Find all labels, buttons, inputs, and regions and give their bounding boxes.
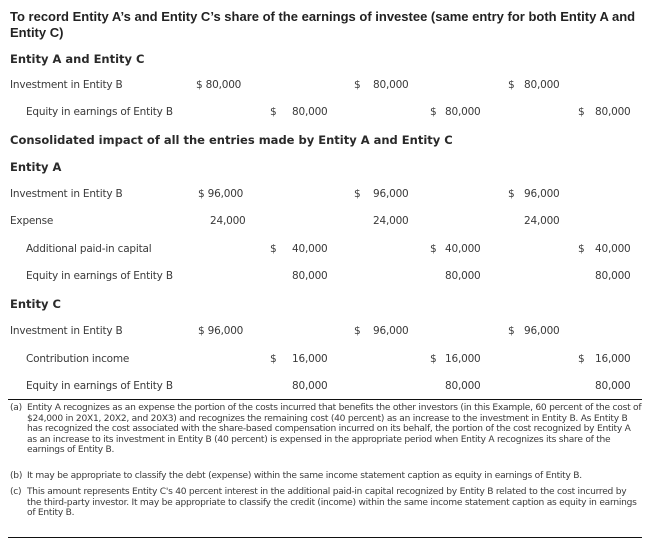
credit-amount: 80,000	[445, 270, 481, 282]
footnote-a	[10, 403, 642, 456]
debit-amount: 24,000	[524, 215, 560, 227]
footnote-marker: (b)	[10, 471, 23, 481]
currency-symbol: $	[270, 243, 277, 255]
divider	[8, 537, 642, 538]
divider	[8, 399, 642, 400]
row-label: Expense	[10, 215, 54, 227]
currency-symbol: $	[578, 243, 585, 255]
currency-symbol: $	[508, 79, 515, 91]
credit-amount: 40,000	[595, 243, 631, 255]
row-label: Additional paid-in capital	[26, 243, 152, 255]
debit-amount: 80,000	[524, 79, 560, 91]
row-label: Equity in earnings of Entity B	[26, 106, 173, 118]
credit-amount: 80,000	[445, 106, 481, 118]
credit-amount: 80,000	[595, 270, 631, 282]
debit-amount: 24,000	[373, 215, 409, 227]
debit-amount: $ 96,000	[198, 188, 244, 200]
debit-amount: 96,000	[373, 325, 409, 337]
footnote-b	[10, 471, 642, 482]
section-heading-entity-c: Entity C	[10, 297, 61, 311]
currency-symbol: $	[354, 325, 361, 337]
footnote-marker: (c)	[10, 487, 22, 497]
row-label: Investment in Entity B	[10, 325, 123, 337]
credit-amount: 16,000	[445, 353, 481, 365]
footnote-marker: (a)	[10, 403, 22, 413]
currency-symbol: $	[430, 106, 437, 118]
row-label: Equity in earnings of Entity B	[26, 380, 173, 392]
consolidated-heading: Consolidated impact of all the entries made by Entity A and Entity C	[10, 133, 453, 147]
credit-amount: 80,000	[595, 380, 631, 392]
debit-amount: $ 80,000	[196, 79, 242, 91]
credit-amount: 40,000	[445, 243, 481, 255]
currency-symbol: $	[270, 353, 277, 365]
row-label: Contribution income	[26, 353, 130, 365]
credit-amount: 80,000	[292, 106, 328, 118]
currency-symbol: $	[508, 188, 515, 200]
section-heading-entity-a: Entity A	[10, 160, 62, 174]
currency-symbol: $	[578, 353, 585, 365]
credit-amount: 80,000	[445, 380, 481, 392]
credit-amount: 80,000	[595, 106, 631, 118]
debit-amount: 24,000	[210, 215, 246, 227]
currency-symbol: $	[354, 188, 361, 200]
footnote-text: It may be appropriate to classify the debt (expense) within the same income statement caption as equity in earnings of Entity B.	[27, 471, 582, 481]
debit-amount: 96,000	[524, 325, 560, 337]
currency-symbol: $	[578, 106, 585, 118]
credit-amount: 80,000	[292, 380, 328, 392]
credit-amount: 40,000	[292, 243, 328, 255]
currency-symbol: $	[430, 243, 437, 255]
row-label: Investment in Entity B	[10, 79, 123, 91]
debit-amount: 96,000	[524, 188, 560, 200]
footnote-text: Entity A recognizes as an expense the portion of the costs incurred that benefits the other investors (in this Example, 60 percent of the cost of $24,000 in 20X1, 20X2, and 20X3) and recognizes the remaining cost (40 percent) as an increase to the investment in Entity B. As Entity B has recognized the cost associated with the share-based compensation incurred on its behalf, the portion of the cost recognized by Entity A as an increase to its investment in Entity B (40 percent) is expensed in the appropriate period when Entity A recognizes its share of the earnings of Entity B.	[27, 403, 642, 456]
footnote-text: This amount represents Entity C's 40 percent interest in the additional paid-in capital recognized by Entity B related to the cost incurred by the third-party investor. It may be appropriate to classify the credit (income) within the same income statement caption as equity in earnings of Entity B.	[27, 487, 637, 519]
section-heading-entity-a-and-c: Entity A and Entity C	[10, 52, 145, 66]
debit-amount: 96,000	[373, 188, 409, 200]
debit-amount: $ 96,000	[198, 325, 244, 337]
page-title: To record Entity A’s and Entity C’s share of the earnings of investee (same entry for both Entity A and Entity C)	[10, 9, 636, 40]
currency-symbol: $	[430, 353, 437, 365]
row-label: Equity in earnings of Entity B	[26, 270, 173, 282]
currency-symbol: $	[354, 79, 361, 91]
debit-amount: 80,000	[373, 79, 409, 91]
currency-symbol: $	[270, 106, 277, 118]
footnote-c	[10, 487, 642, 519]
row-label: Investment in Entity B	[10, 188, 123, 200]
credit-amount: 16,000	[595, 353, 631, 365]
credit-amount: 16,000	[292, 353, 328, 365]
credit-amount: 80,000	[292, 270, 328, 282]
currency-symbol: $	[508, 325, 515, 337]
